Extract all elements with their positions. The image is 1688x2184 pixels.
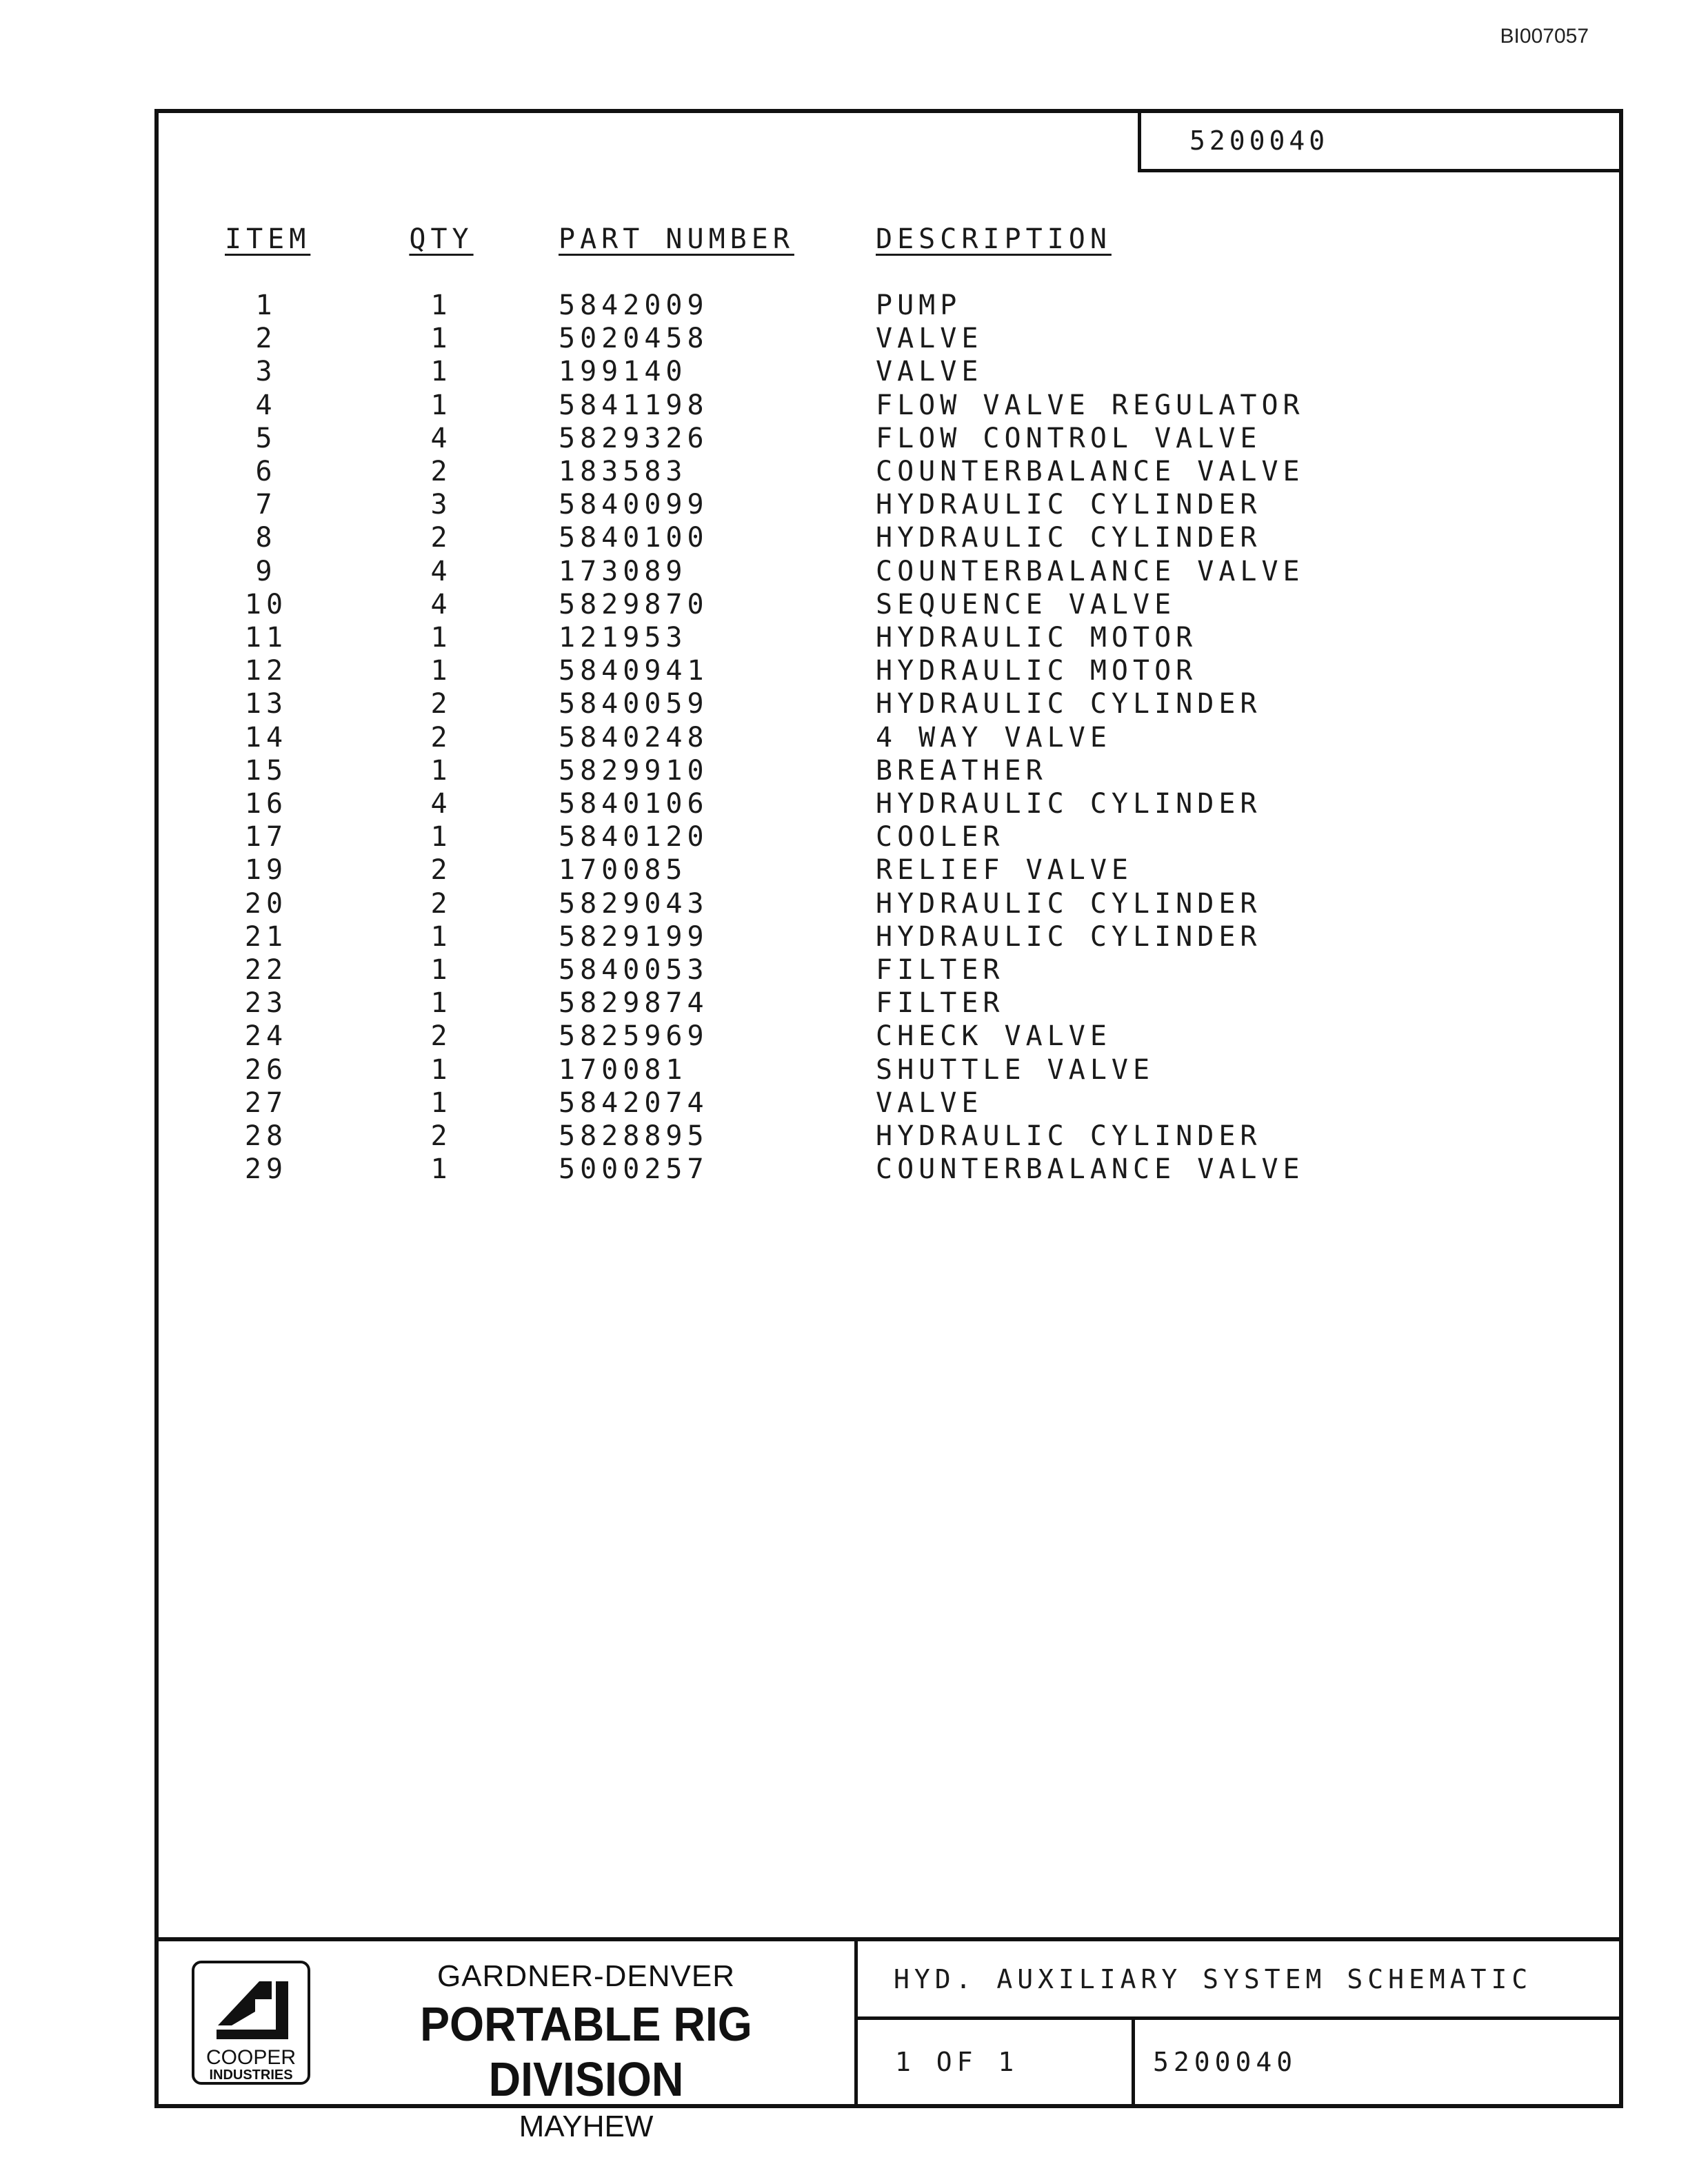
logo-text-industries: INDUSTRIES	[209, 2067, 293, 2083]
table-row	[159, 323, 1619, 356]
item-cell: 9	[255, 555, 277, 587]
qty-cell: 1	[430, 920, 452, 953]
description-cell: HYDRAULIC MOTOR	[876, 622, 1198, 654]
title-block	[159, 1937, 1619, 2143]
description-cell: HYDRAULIC CYLINDER	[876, 1120, 1262, 1152]
item-cell: 19	[244, 854, 288, 887]
item-cell: 3	[255, 356, 277, 388]
part-number-cell: 170081	[559, 1053, 687, 1086]
part-number-cell: 5841198	[559, 389, 709, 421]
description-cell: HYDRAULIC CYLINDER	[876, 522, 1262, 554]
part-number-cell: 5829199	[559, 920, 709, 953]
table-row	[159, 888, 1619, 921]
table-row	[159, 390, 1619, 423]
description-cell: HYDRAULIC CYLINDER	[876, 489, 1262, 521]
part-number-cell: 121953	[559, 622, 687, 654]
company-logo	[192, 1961, 310, 2085]
item-cell: 11	[244, 622, 288, 654]
part-number-cell: 5829874	[559, 987, 709, 1020]
sheet-count: 1 OF 1	[858, 2020, 1135, 2104]
table-row	[159, 423, 1619, 456]
qty-cell: 1	[430, 356, 452, 388]
part-number-cell: 5840059	[559, 688, 709, 720]
item-cell: 1	[255, 290, 277, 321]
table-row	[159, 1087, 1619, 1120]
qty-cell: 1	[430, 1153, 452, 1186]
description-cell: FILTER	[876, 954, 1005, 986]
description-cell: HYDRAULIC MOTOR	[876, 655, 1198, 687]
part-number-cell: 5840099	[559, 489, 709, 521]
table-row	[159, 1153, 1619, 1186]
part-number-cell: 5840248	[559, 721, 709, 754]
table-row	[159, 655, 1619, 688]
qty-cell: 1	[430, 389, 452, 421]
description-cell: VALVE	[876, 1086, 983, 1119]
item-cell: 24	[244, 1020, 288, 1053]
description-cell: PUMP	[876, 290, 962, 321]
drawing-title: HYD. AUXILIARY SYSTEM SCHEMATIC	[858, 1941, 1619, 2020]
part-number-cell: 5842074	[559, 1086, 709, 1119]
table-row	[159, 688, 1619, 721]
table-row	[159, 522, 1619, 555]
part-number-cell: 5829326	[559, 422, 709, 454]
part-number-cell: 170085	[559, 854, 687, 887]
qty-cell: 1	[430, 323, 452, 355]
part-number-cell: 5020458	[559, 323, 709, 355]
item-cell: 8	[255, 522, 277, 554]
description-cell: COUNTERBALANCE VALVE	[876, 1153, 1305, 1186]
part-number-cell: 5840053	[559, 954, 709, 986]
item-cell: 27	[244, 1086, 288, 1119]
qty-cell: 4	[430, 588, 452, 620]
table-row	[159, 290, 1619, 323]
company-name	[338, 1959, 834, 2144]
table-row	[159, 489, 1619, 522]
part-number-cell: 5840100	[559, 522, 709, 554]
qty-cell: 4	[430, 788, 452, 820]
part-number-cell: 5000257	[559, 1153, 709, 1186]
item-cell: 20	[244, 887, 288, 920]
table-row	[159, 722, 1619, 755]
cooper-industries-logo-icon	[211, 1972, 294, 2045]
item-cell: 22	[244, 954, 288, 986]
part-number-cell: 183583	[559, 456, 687, 487]
description-cell: BREATHER	[876, 754, 1047, 787]
table-row	[159, 1120, 1619, 1153]
title-block-info	[858, 1941, 1619, 2104]
item-cell: 26	[244, 1053, 288, 1086]
drawing-number-top: 5200040	[1138, 109, 1623, 172]
qty-cell: 1	[430, 1053, 452, 1086]
description-cell: HYDRAULIC CYLINDER	[876, 788, 1262, 820]
qty-cell: 2	[430, 1020, 452, 1053]
description-cell: FILTER	[876, 987, 1005, 1020]
part-number-cell: 5825969	[559, 1020, 709, 1053]
part-number-cell: 5829910	[559, 754, 709, 787]
drawing-number-bottom: 5200040	[1153, 2047, 1298, 2077]
header-qty: QTY	[409, 223, 474, 255]
item-cell: 13	[244, 688, 288, 720]
description-cell: FLOW VALVE REGULATOR	[876, 389, 1305, 421]
description-cell: COOLER	[876, 821, 1005, 853]
item-cell: 15	[244, 754, 288, 787]
qty-cell: 1	[430, 821, 452, 853]
table-row	[159, 1054, 1619, 1087]
part-number-cell: 173089	[559, 555, 687, 587]
table-row	[159, 954, 1619, 987]
item-cell: 17	[244, 821, 288, 853]
company-line-3: MAYHEW	[519, 2110, 654, 2143]
item-cell: 21	[244, 920, 288, 953]
qty-cell: 3	[430, 489, 452, 521]
table-row	[159, 987, 1619, 1020]
item-cell: 5	[255, 422, 277, 454]
description-cell: HYDRAULIC CYLINDER	[876, 688, 1262, 720]
qty-cell: 1	[430, 954, 452, 986]
qty-cell: 2	[430, 721, 452, 754]
item-cell: 16	[244, 788, 288, 820]
table-row	[159, 821, 1619, 854]
qty-cell: 4	[430, 422, 452, 454]
qty-cell: 4	[430, 555, 452, 587]
description-cell: HYDRAULIC CYLINDER	[876, 920, 1262, 953]
item-cell: 14	[244, 721, 288, 754]
qty-cell: 2	[430, 887, 452, 920]
qty-cell: 1	[430, 754, 452, 787]
header-description: DESCRIPTION	[876, 223, 1112, 255]
part-number-cell: 5840120	[559, 821, 709, 853]
part-number-cell: 5840941	[559, 655, 709, 687]
part-number-cell: 5842009	[559, 290, 709, 321]
qty-cell: 2	[430, 522, 452, 554]
part-number-cell: 5829043	[559, 887, 709, 920]
description-cell: COUNTERBALANCE VALVE	[876, 555, 1305, 587]
company-line-1: GARDNER-DENVER	[436, 1959, 736, 1993]
description-cell: VALVE	[876, 356, 983, 388]
table-row	[159, 589, 1619, 622]
item-cell: 10	[244, 588, 288, 620]
qty-cell: 2	[430, 688, 452, 720]
item-cell: 4	[255, 389, 277, 421]
table-row	[159, 556, 1619, 589]
table-row	[159, 1020, 1619, 1053]
description-cell: SHUTTLE VALVE	[876, 1053, 1155, 1086]
part-number-cell: 5828895	[559, 1120, 709, 1152]
qty-cell: 1	[430, 290, 452, 321]
table-row	[159, 356, 1619, 389]
qty-cell: 2	[430, 456, 452, 487]
part-number-cell: 5829870	[559, 588, 709, 620]
item-cell: 7	[255, 489, 277, 521]
qty-cell: 1	[430, 622, 452, 654]
document-id: BI007057	[1500, 25, 1589, 48]
qty-cell: 1	[430, 987, 452, 1020]
item-cell: 28	[244, 1120, 288, 1152]
table-row	[159, 755, 1619, 788]
table-row	[159, 622, 1619, 655]
table-row	[159, 921, 1619, 954]
description-cell: HYDRAULIC CYLINDER	[876, 887, 1262, 920]
description-cell: FLOW CONTROL VALVE	[876, 422, 1262, 454]
part-number-cell: 5840106	[559, 788, 709, 820]
header-item: ITEM	[225, 223, 311, 255]
title-block-company	[159, 1941, 858, 2143]
table-row	[159, 788, 1619, 821]
item-cell: 2	[255, 323, 277, 355]
table-header-row	[159, 223, 1619, 256]
description-cell: SEQUENCE VALVE	[876, 588, 1176, 620]
logo-text-cooper: COOPER	[205, 2046, 297, 2069]
description-cell: VALVE	[876, 323, 983, 355]
item-cell: 12	[244, 655, 288, 687]
qty-cell: 2	[430, 854, 452, 887]
qty-cell: 2	[430, 1120, 452, 1152]
company-line-2: PORTABLE RIG DIVISION	[420, 1997, 752, 2106]
qty-cell: 1	[430, 1086, 452, 1119]
description-cell: CHECK VALVE	[876, 1020, 1112, 1053]
item-cell: 29	[244, 1153, 288, 1186]
description-cell: RELIEF VALVE	[876, 854, 1133, 887]
drawing-frame	[154, 109, 1623, 2143]
table-row	[159, 456, 1619, 489]
description-cell: 4 WAY VALVE	[876, 721, 1112, 754]
part-number-cell: 199140	[559, 356, 687, 388]
description-cell: COUNTERBALANCE VALVE	[876, 456, 1305, 487]
header-part-number: PART NUMBER	[559, 223, 794, 255]
qty-cell: 1	[430, 655, 452, 687]
item-cell: 23	[244, 987, 288, 1020]
item-cell: 6	[255, 456, 277, 487]
table-row	[159, 854, 1619, 887]
